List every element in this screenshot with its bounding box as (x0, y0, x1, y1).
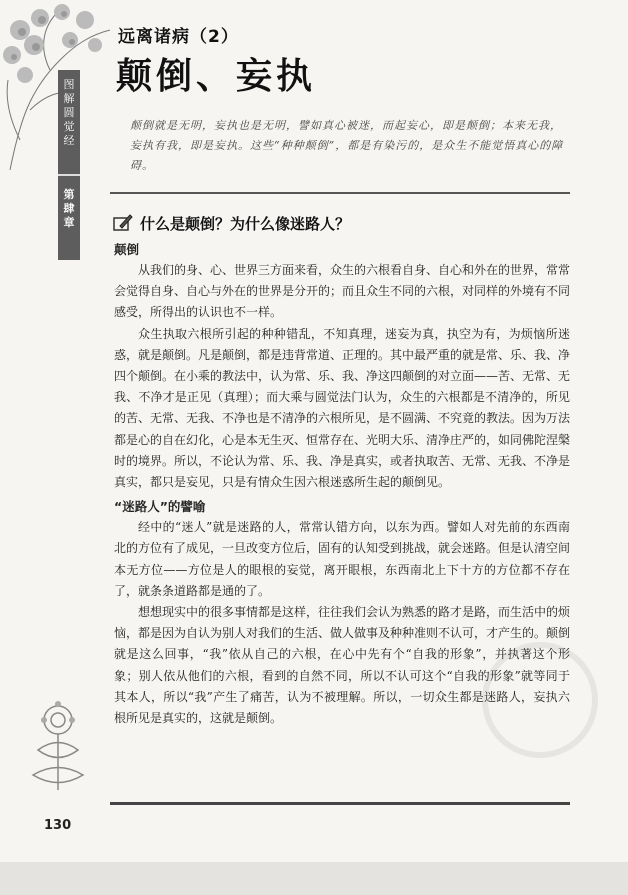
paragraph-3: 经中的“迷人”就是迷路的人，常常认错方向，以东为西。譬如人对先前的东西南北的方位有了成见，一旦改变方位后，固有的认知受到挑战，就会迷路。但是认清空间本无方位——方位是人的眼根的妄觉，离开眼根，东西南北上下十方的方位都不存在了，就条条道路都是通的了。 (114, 520, 571, 598)
sidebar-chapter: 第 肆 章 (63, 188, 75, 229)
top-divider (110, 192, 570, 194)
sidebar-divider (58, 174, 80, 176)
page-title: 颠倒、妄执 (116, 56, 317, 97)
paragraph-2: 众生执取六根所引起的种种错乱，不知真理，迷妄为真，执空为有，为烦恼所迷惑，就是颠倒。凡是颠倒，都是违背常道、正理的。其中最严重的就是常、乐、我、净四个颠倒。在小乘的教法中，认为常、乐、我、净这四颠倒的对立面——苦、无常、无我、不净才是正见（真理）；而大乘与圆觉法门认为，众生的六根都是不清净的，所见的苦、无常、无我、不净也是不清净的六根所见，是不圆满、不究竟的教法。因为万法都是心的自在幻化，心是本无生灭、恒常存在、光明大乐、清净庄严的，如同佛陀涅槃时的境界。所以，不论认为常、乐、我、净是真实，或者执取苦、无常、无我、不净是真实，都只是妄见，只是有情众生因六根迷惑所生起的颠倒见。 (114, 326, 571, 490)
pencil-icon (112, 212, 134, 234)
subheading-diandao: 颠倒 (114, 242, 140, 257)
chapter-sidebar (52, 70, 86, 260)
lotus-ornament-icon (18, 690, 98, 800)
section-heading (112, 212, 350, 234)
page-number: 130 (44, 818, 72, 833)
scan-edge (0, 862, 628, 895)
sidebar-book-title: 图 解 圆 觉 经 (63, 78, 75, 147)
bottom-divider (110, 802, 570, 805)
paragraph-1: 从我们的身、心、世界三方面来看，众生的六根看自身、自心和外在的世界，常常会觉得自身、自心与外在的世界是分开的；而且众生不同的六根，对同样的外境有不同感受，所得出的认识也不一样。 (114, 263, 571, 320)
intro-paragraph: 颠倒就是无明，妄执也是无明，譬如真心被迷，而起妄心，即是颠倒；本来无我，妄执有我，即是妄执。这些“种种颠倒”，都是有染污的，是众生不能觉悟真心的障碍。 (130, 119, 564, 172)
paragraph-4: 想想现实中的很多事情都是这样，往往我们会认为熟悉的路才是路，而生活中的烦恼，都是因为自认为别人对我们的生活、做人做事及种种准则不认可，才产生的。颠倒就是这么回事，“我”依从自己的六根，在心中先有个“自我的形象”，并执著这个形象；别人依从他们的六根，看到的自然不同，所以不认可这个“自我的形象”就等同于其本人，所以“我”产生了痛苦，认为不被理解。所以，一切众生都是迷路人，妄执六根所见是真实的，这就是颠倒。 (114, 605, 571, 726)
subheading-milu: “迷路人”的譬喻 (114, 499, 206, 515)
series-title: 远离诸病（2） (118, 27, 239, 47)
watermark-stamp-icon (470, 640, 610, 760)
section-heading-text: 什么是颠倒？为什么像迷路人？ (140, 214, 351, 233)
